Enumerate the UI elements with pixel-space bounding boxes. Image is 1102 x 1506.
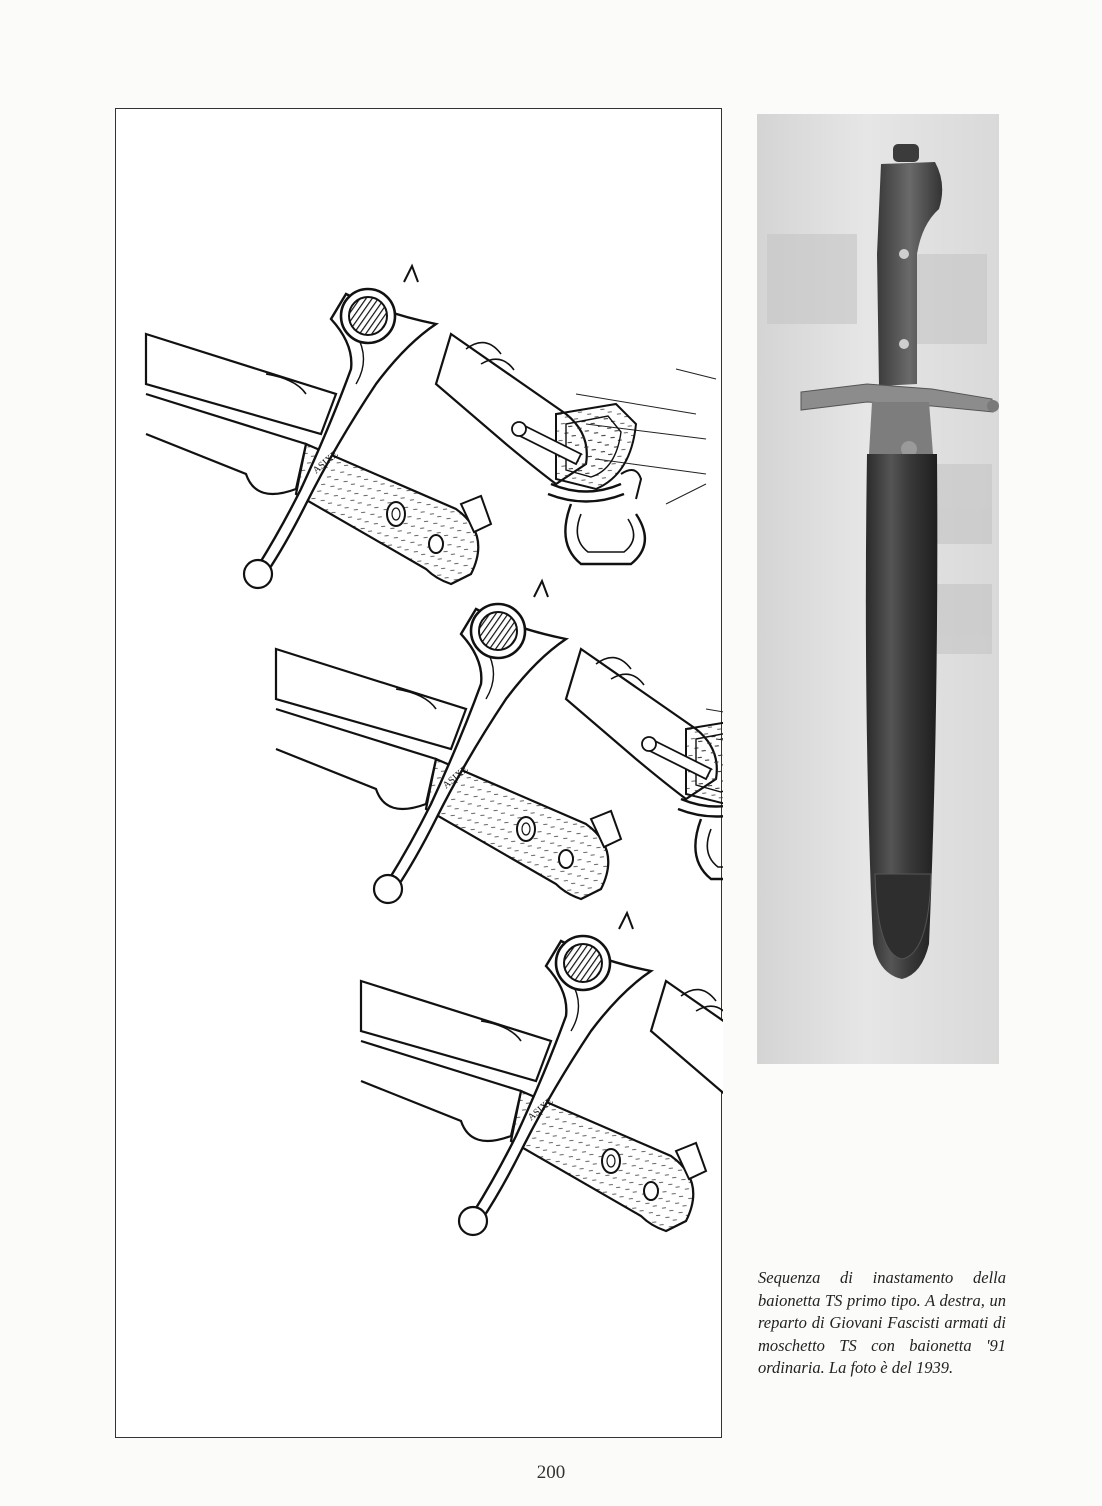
illustration-frame [115, 108, 722, 1438]
bayonet-photo [757, 114, 999, 1064]
figure-caption: Sequenza di inastamento della baionetta TS primo tipo. A destra, un reparto di Giovani Fascisti armati di moschetto TS con baionetta '91 ordinaria. La foto è del 1939. [758, 1268, 1006, 1377]
bayonet-scabbard-image [757, 114, 999, 1064]
page-number: 200 [536, 1462, 566, 1483]
bayonet-mounting-drawing: ASIXE [116, 109, 723, 1439]
